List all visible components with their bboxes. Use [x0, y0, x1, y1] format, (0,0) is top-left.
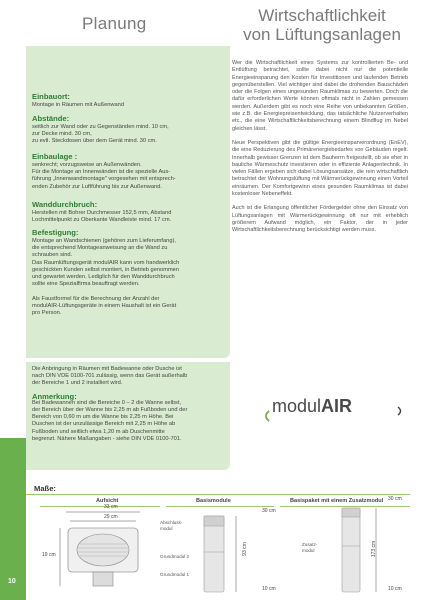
top-view-drawing	[38, 508, 162, 594]
logo-modul: modul	[272, 396, 322, 416]
extension-top-distance: 30 cm	[388, 496, 402, 502]
section-text: Montage an Wandschienen (gehören zum Lieferumfang), die entsprechend Montageanweisung an die Wand zu schrauben sind. Das Raumlüftungsgerät modulAIR kann vom handwerklich geschickten Kunden selbst montiert, in Betrieb genommen und gewartet werden. Lediglich für den Wanddurchbruch sollte eine Spezialfirma beauftragt werden.	[32, 238, 180, 288]
extension-module-label: Zusatz- modul	[302, 542, 318, 553]
economy-paragraph: Neue Perspektiven gibt die gültige Energieeinsparverordnung (EnEV), die eine Reduzierung des Primärenergiebedarfes von Gebäuden regelt. Innerhalb gewisser Grenzen ist dem Bauherrn freigestellt, ob sie eher in bauliche Wärmeschutz investieren oder in effiziente Anlagentechnik. In vielen Fällen ergeben sich dabei Lösungsansätze, die rein wirtschaftlich betrachtet der Wohnungslüftung mit Wärmerückgewinnung einen Vorteil einräumen. Der Komfortgewinn eines gesunden Raumklimas ist dabei kostenloser Nebeneffekt.	[232, 139, 408, 198]
logo-air: AIR	[321, 396, 353, 416]
section-heading: Befestigung:	[32, 228, 79, 237]
left-green-stripe	[0, 438, 26, 588]
note-heading: Anmerkung:	[32, 391, 77, 401]
dimensions-divider	[26, 494, 410, 495]
extension-bottom-distance: 10 cm	[388, 586, 402, 592]
extension-height: 173 cm	[371, 540, 378, 558]
economy-title	[240, 6, 404, 44]
section-heading: Einbaulage :	[32, 152, 78, 161]
section-einbaulage	[32, 152, 224, 191]
zusatzmodul-heading: Basispaket mit einem Zusatzmodul	[290, 498, 384, 504]
top-view-width-inner: 29 cm	[104, 514, 118, 520]
section-heading: Einbauort:	[32, 92, 70, 101]
base-module-1-label: Grundmodul 1	[160, 572, 190, 577]
page-number: 10	[8, 578, 16, 585]
section-text: Montage in Räumen mit Außenwand	[32, 102, 124, 108]
section-text: Herstellen mit Bohrer Durchmesser 152,5 mm, Abstand Lochmittelpunkt zu Oberkante Wandleiste mind. 17 cm.	[32, 210, 172, 224]
section-heading: Abstände:	[32, 114, 70, 123]
note-block	[32, 366, 224, 443]
base-bottom-distance: 10 cm	[262, 586, 276, 592]
note-intro: Die Anbringung in Räumen mit Badewanne oder Dusche ist nach DIN VDE 0100-701 zulässig, wenn das Gerät außerhalb der Bereiche 1 und 2 installiert wird.	[32, 366, 188, 387]
left-green-stripe-bottom	[0, 588, 26, 600]
top-view-depth: 19 cm	[42, 552, 56, 558]
section-text: senkrecht; vorzugsweise an Außenwänden. Für die Montage an Innenwänden ist die spezielle Aus- führung „Innenwandmontage" vorgesehen mit entsprech- enden Zubehör zur Luftführung bis zur Außenwand.	[32, 162, 176, 190]
economy-title-line2: von Lüftungsanlagen	[243, 25, 401, 44]
section-text: Als Faustformel für die Berechnung der Anzahl der modulAIR-Lüftungsgeräte in einem Haushalt ist ein Gerät pro Person.	[32, 296, 177, 317]
top-view-width-outer: 33 cm	[104, 504, 118, 510]
note-text: Bei Badewannen sind die Bereiche 0 – 2 die Wanne selbst, der Bereich über der Wanne bis 2,25 m ab Fußboden und der Bereich von 0,60 m um die Wanne bis 2,25 m Höhe. Bei Duschen ist der unzulässige Bereich mit 2,25 m Höhe ab Fußboden und seitlich etwa 1,20 m ab Duschenmitte begrenzt. Nähere Maßangaben - siehe DIN VDE 0100-701.	[32, 399, 188, 442]
section-abstaende	[32, 114, 224, 146]
economy-title-line1: Wirtschaftlichkeit	[258, 6, 386, 25]
base-top-distance: 30 cm	[262, 508, 276, 514]
base-module-2-label: Grundmodul 2	[160, 554, 190, 559]
modulair-logo	[272, 396, 372, 420]
section-faustformel	[32, 296, 224, 318]
section-heading: Wanddurchbruch:	[32, 200, 98, 209]
planning-title: Planung	[82, 14, 147, 33]
section-wanddurchbruch	[32, 200, 224, 224]
decorative-swoosh-icon	[396, 406, 404, 416]
section-text: seitlich zur Wand oder zu Gegenständen mind. 10 cm, zur Decke mind. 30 cm, zu evtl. Steckdosen über dem Gerät mind. 30 cm.	[32, 124, 169, 145]
economy-paragraph: Auch ist die Erlangung öffentlicher Fördergelder ohne den Einsatz von Lüftungsanlagen mit Wärmerückgewinnung oft nur mit erheblich größerem Aufwand möglich, ein Faktor, der in jeder Wirtschaftlichkeitsberechnung berücksichtigt werden muss.	[232, 205, 408, 234]
section-befestigung	[32, 228, 224, 288]
logo-swoosh-icon	[262, 410, 272, 422]
dimensions-label: Maße:	[34, 484, 56, 493]
extension-package-drawing	[328, 506, 398, 596]
aufsicht-line	[40, 506, 160, 507]
basis-line	[166, 506, 274, 507]
section-einbauort	[32, 92, 224, 109]
basismodule-heading: Basismodule	[196, 498, 231, 504]
economy-text	[232, 60, 408, 242]
economy-paragraph: Wer die Wirtschaftlichkeit eines Systems zur kontrollierten Be- und Entlüftung betrachtet, sollte dabei nicht nur die potentielle Energieeinsparung den Kosten für Investitionen und laufenden Betrieb gegenüberstellen. Viel wichtiger sind dabei die drohenden Bauschäden oder die Folgen eines ungesunden Raumklimas zu bewerten. Doch die dafür erforderlichen Werte können oftmals nicht in Zahlen gemessen werden. Außerdem gibt es noch eine Reihe von unbekannten Größen, wie z.B. die Energiepreisentwicklung, das tatsächliche Nutzerverhalten etc., die eine Wirtschaftlichkeitsberechnung einem Blindflug im Nebel gleichen lässt.	[232, 60, 408, 132]
base-height: 93 cm	[241, 542, 248, 556]
aufsicht-heading: Aufsicht	[96, 498, 119, 504]
end-module-label: Abschluss- modul	[160, 520, 183, 531]
